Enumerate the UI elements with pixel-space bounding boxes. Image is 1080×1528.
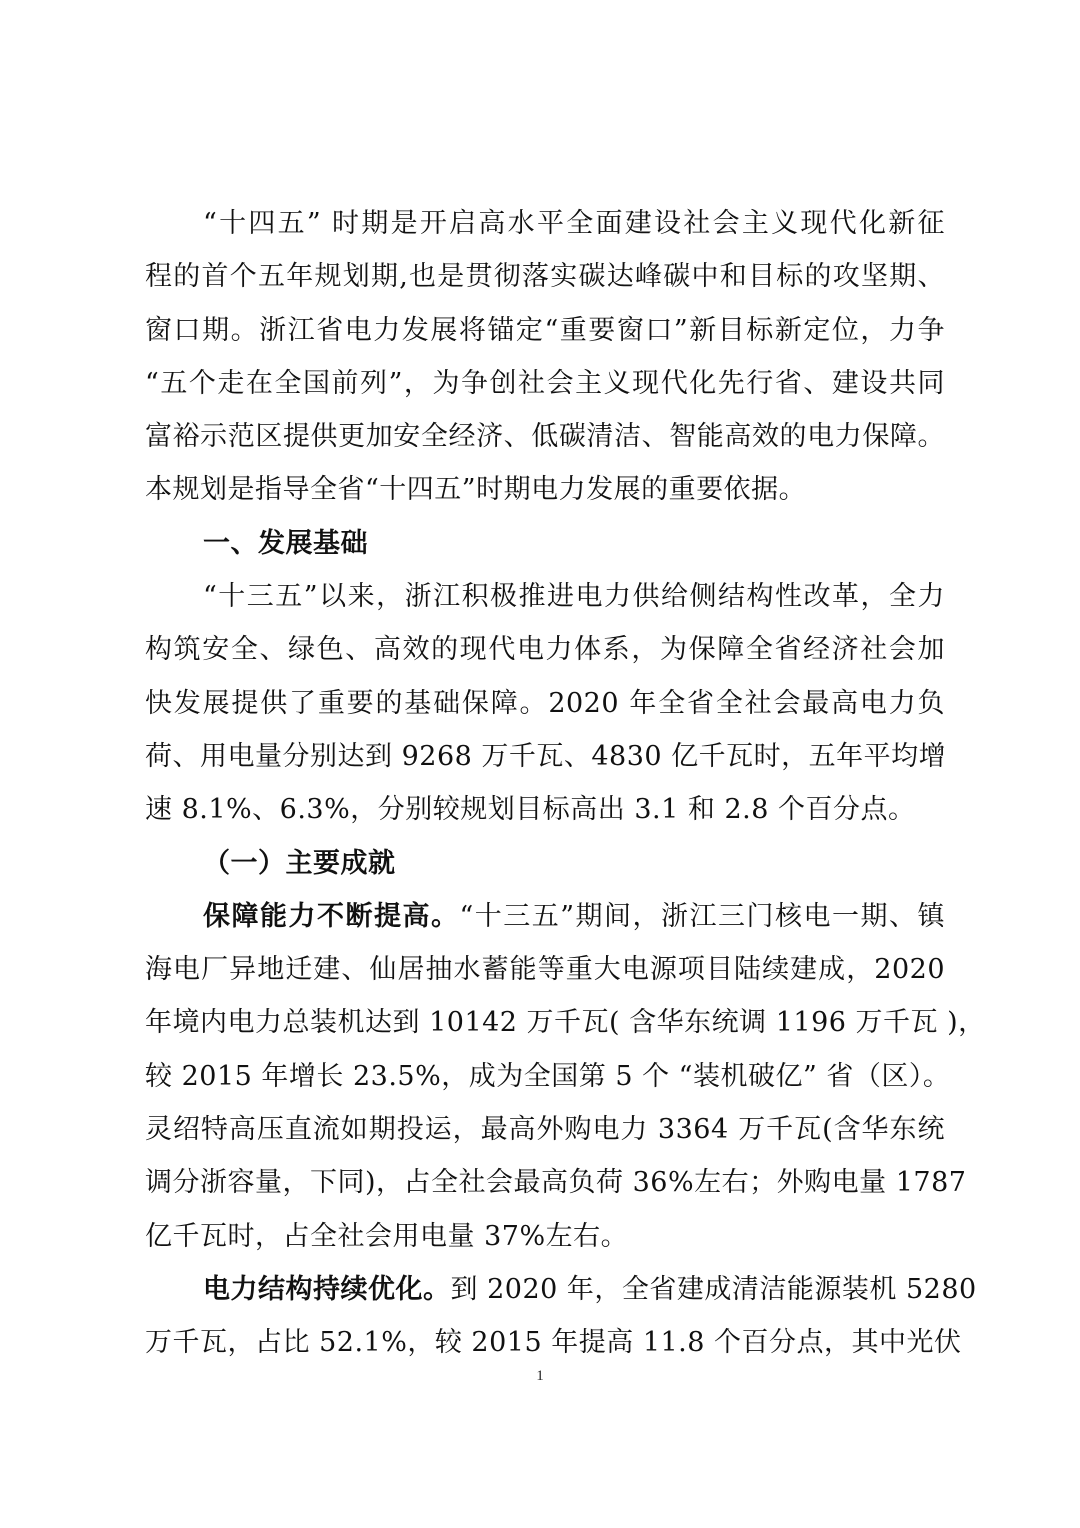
capacity-line: 灵绍特高压直流如期投运，最高外购电力 3364 万千瓦(含华东统 — [145, 1114, 945, 1146]
structure-lead: 电力结构持续优化。 — [203, 1273, 451, 1305]
capacity-line: 年境内电力总装机达到 10142 万千瓦( 含华东统调 1196 万千瓦 )， — [145, 1007, 986, 1039]
intro-line: 程的首个五年规划期,也是贯彻落实碳达峰碳中和目标的攻坚期、 — [145, 261, 945, 293]
capacity-line: 调分浙容量，下同)，占全社会最高负荷 36%左右；外购电量 1787 — [145, 1167, 967, 1199]
intro-line: 本规划是指导全省“十四五”时期电力发展的重要依据。 — [145, 474, 807, 506]
intro-line: 窗口期。浙江省电力发展将锚定“重要窗口”新目标新定位，力争 — [145, 314, 945, 346]
section1-line: “十三五”以来，浙江积极推进电力供给侧结构性改革，全力 — [203, 581, 945, 613]
structure-first-rest: 到 2020 年，全省建成清洁能源装机 5280 — [450, 1273, 977, 1305]
capacity-line: 海电厂异地迁建、仙居抽水蓄能等重大电源项目陆续建成，2020 — [145, 954, 945, 986]
section-heading: 一、发展基础 — [203, 527, 368, 559]
subsection-heading: （一）主要成就 — [203, 847, 396, 879]
intro-line: 富裕示范区提供更加安全经济、低碳清洁、智能高效的电力保障。 — [145, 421, 945, 453]
capacity-first-rest: “十三五”期间，浙江三门核电一期、镇 — [459, 900, 946, 932]
capacity-line: 亿千瓦时，占全社会用电量 37%左右。 — [145, 1220, 629, 1252]
intro-line: “十四五” 时期是开启高水平全面建设社会主义现代化新征 — [203, 208, 945, 239]
section1-line: 速 8.1%、6.3%，分别较规划目标高出 3.1 和 2.8 个百分点。 — [145, 794, 916, 826]
structure-first-line — [145, 1263, 977, 1316]
structure-line: 万千瓦，占比 52.1%，较 2015 年提高 11.8 个百分点，其中光伏 — [145, 1327, 962, 1359]
page-number: 1 — [536, 1368, 544, 1384]
section1-line: 构筑安全、绿色、高效的现代电力体系，为保障全省经济社会加 — [145, 634, 945, 666]
capacity-lead: 保障能力不断提高。 — [203, 900, 460, 932]
intro-line: “五个走在全国前列”，为争创社会主义现代化先行省、建设共同 — [145, 367, 945, 399]
document-body — [145, 197, 986, 1370]
capacity-line: 较 2015 年增长 23.5%，成为全国第 5 个 “装机破亿” 省（区）。 — [145, 1060, 951, 1092]
section1-line: 荷、用电量分别达到 9268 万千瓦、4830 亿千瓦时，五年平均增 — [145, 740, 947, 772]
capacity-first-line — [145, 890, 945, 943]
section1-line: 快发展提供了重要的基础保障。2020 年全省全社会最高电力负 — [145, 687, 945, 719]
